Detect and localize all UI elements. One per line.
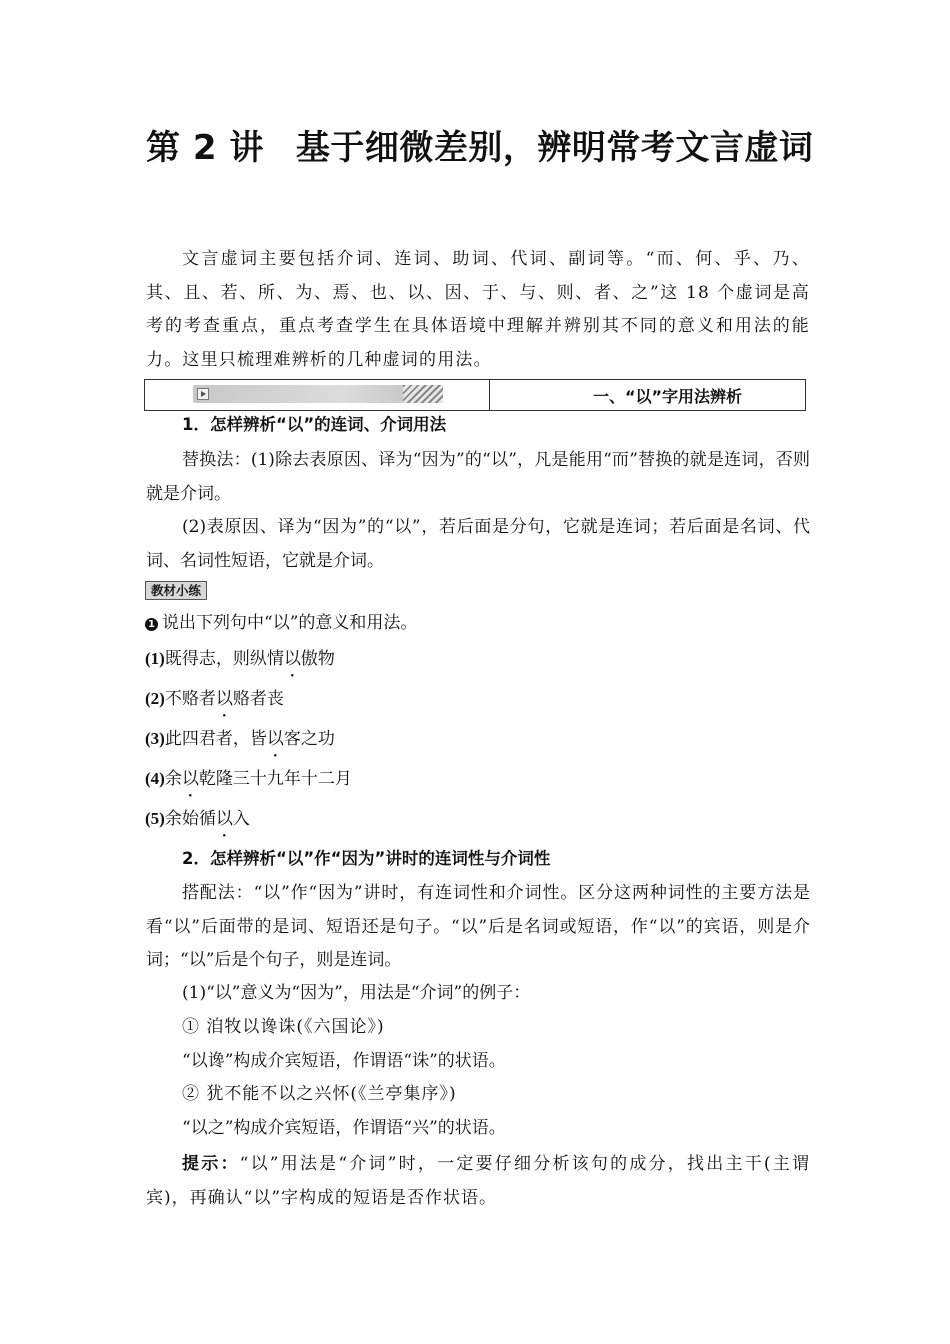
example-2: ② 犹不能不以之兴怀(《兰亭集序》)	[182, 1084, 457, 1104]
exercise-tag: 教材小练	[145, 581, 207, 600]
item-text: 既得志，则纵情	[164, 649, 284, 669]
dotted-word: 以	[181, 769, 199, 789]
lesson-title	[146, 118, 826, 178]
dotted-word: 以	[215, 809, 233, 829]
stripes-decoration	[403, 385, 443, 403]
item-text: 此四君者，皆	[164, 729, 267, 749]
item-text: 客之功	[283, 729, 335, 749]
progress-bar[interactable]	[193, 385, 443, 403]
item-text: 余始循	[164, 809, 216, 829]
item-label: (1)	[145, 649, 165, 668]
media-bar[interactable]	[145, 380, 490, 410]
example-1: ① 洎牧以谗诛(《六国论》)	[182, 1017, 385, 1037]
tip-text: “以”用法是“介词”时，一定要仔细分析该句的成分，找出主干(主谓宾)，再确认“以”字构成的短语是否作状语。	[146, 1154, 810, 1208]
section2-paragraph-1: 搭配法：“以”作“因为”讲时，有连词性和介词性。区分这两种词性的主要方法是看“以”后面带的是词、短语还是句子。“以”后是名词或短语，作“以”的宾语，则是介词；“以”后是个句子，则是连词。	[146, 883, 810, 970]
item-text: 乾隆三十九年十二月	[198, 769, 352, 789]
lesson-number: 第 2 讲	[146, 128, 264, 168]
item-text: 不赂者	[164, 689, 216, 709]
example-2-note: “以之”构成介宾短语，作谓语“兴”的状语。	[182, 1118, 506, 1138]
item-text: 傲物	[300, 649, 335, 669]
section2-paragraph-2: (1)“以”意义为“因为”，用法是“介词”的例子：	[182, 983, 531, 1003]
item-label: (3)	[145, 729, 165, 748]
lesson-title-text: 基于细微差别，辨明常考文言虚词	[295, 128, 814, 168]
dotted-word: 以	[266, 729, 284, 749]
exercise-item	[145, 725, 335, 753]
exercise-item	[145, 645, 335, 673]
section-banner	[144, 379, 806, 411]
section1-paragraph-1: 替换法：(1)除去表原因、译为“因为”的“以”，凡是能用“而”替换的就是连词，否则就是介词。	[146, 450, 810, 504]
tip-paragraph	[146, 1148, 810, 1215]
exercise-prompt	[145, 609, 417, 637]
item-text: 赂者丧	[232, 689, 284, 709]
example-1-note: “以谗”构成介宾短语，作谓语“诛”的状语。	[182, 1051, 506, 1071]
item-label: (4)	[145, 769, 165, 788]
tip-label: 提示：	[182, 1154, 240, 1174]
item-text: 余	[164, 769, 182, 789]
section1-paragraph-2: (2)表原因、译为“因为”的“以”，若后面是分句，它就是连词；若后面是名词、代词、名词性短语，它就是介词。	[146, 517, 810, 571]
play-icon[interactable]	[197, 388, 209, 400]
intro-paragraph: 文言虚词主要包括介词、连词、助词、代词、副词等。“而、何、乎、乃、其、且、若、所、为、焉、也、以、因、于、与、则、者、之”这 18 个虚词是高考的考查重点，重点考查学生在具体语境中理解并辨别其不同的意义和用法的能力。这里只梳理难辨析的几种虚词的用法。	[146, 249, 810, 370]
number-badge-icon: 1	[145, 618, 158, 631]
banner-title: 一、“以”字用法辨析	[592, 386, 743, 406]
item-label: (5)	[145, 809, 165, 828]
exercise-item	[145, 765, 352, 793]
dotted-word: 以	[283, 649, 301, 669]
item-text: 入	[232, 809, 250, 829]
dotted-word: 以	[215, 689, 233, 709]
section1-heading: 1．怎样辨析“以”的连词、介词用法	[182, 415, 447, 434]
exercise-prompt-text: 说出下列句中“以”的意义和用法。	[162, 613, 418, 633]
section2-heading: 2．怎样辨析“以”作“因为”讲时的连词性与介词性	[182, 849, 551, 868]
exercise-item	[145, 685, 284, 713]
exercise-item	[145, 805, 250, 833]
item-label: (2)	[145, 689, 165, 708]
